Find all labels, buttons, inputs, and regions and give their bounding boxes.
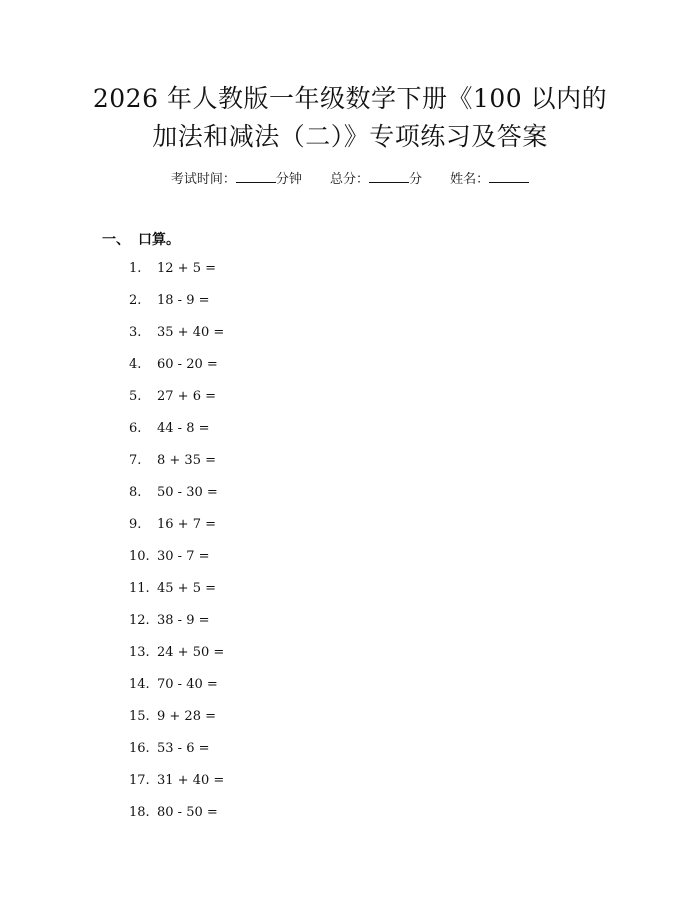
problem-index: 13. (129, 645, 150, 660)
student-name-field (450, 169, 529, 190)
problem-item (129, 640, 224, 672)
problem-index: 8. (129, 485, 142, 500)
problem-expression: 35 + 40 = (157, 325, 225, 340)
problem-item (129, 608, 224, 640)
problem-item (129, 448, 224, 480)
total-score-unit: 分 (409, 172, 423, 187)
problem-expression: 53 - 6 = (157, 741, 210, 756)
problem-item (129, 672, 224, 704)
problem-index: 18. (129, 805, 150, 820)
problem-index: 15. (129, 709, 150, 724)
section-number: 一、 (102, 232, 130, 248)
problem-item (129, 512, 224, 544)
problem-item (129, 288, 224, 320)
problem-expression: 60 - 20 = (157, 357, 218, 372)
problem-index: 3. (129, 325, 142, 340)
problem-item (129, 320, 224, 352)
problem-expression: 70 - 40 = (157, 677, 218, 692)
problem-index: 9. (129, 517, 142, 532)
problem-item (129, 480, 224, 512)
problem-index: 16. (129, 741, 150, 756)
problem-index: 6. (129, 421, 142, 436)
exam-info-bar (0, 169, 700, 190)
problem-item (129, 704, 224, 736)
problem-item (129, 736, 224, 768)
section-title: 口算。 (138, 232, 180, 248)
problem-expression: 12 + 5 = (157, 261, 216, 276)
exam-time-label: 考试时间： (170, 172, 236, 187)
problem-index: 2. (129, 293, 142, 308)
problem-expression: 16 + 7 = (157, 517, 216, 532)
problem-expression: 44 - 8 = (157, 421, 210, 436)
problem-item (129, 800, 224, 832)
problem-expression: 27 + 6 = (157, 389, 216, 404)
problem-expression: 18 - 9 = (157, 293, 210, 308)
problem-item (129, 544, 224, 576)
problem-expression: 9 + 28 = (157, 709, 216, 724)
problem-index: 7. (129, 453, 142, 468)
problem-item (129, 576, 224, 608)
problem-index: 1. (129, 261, 142, 276)
problem-expression: 80 - 50 = (157, 805, 218, 820)
problem-item (129, 416, 224, 448)
total-score-blank (369, 169, 409, 183)
problem-expression: 38 - 9 = (157, 613, 210, 628)
exam-time-field (171, 169, 302, 190)
student-name-blank (489, 169, 529, 183)
problem-expression: 45 + 5 = (157, 581, 216, 596)
problem-expression: 24 + 50 = (157, 645, 225, 660)
exam-time-blank (236, 169, 276, 183)
problem-index: 4. (129, 357, 142, 372)
total-score-label: 总分： (329, 172, 369, 187)
problem-index: 17. (129, 773, 150, 788)
total-score-field (330, 169, 422, 190)
problem-item (129, 768, 224, 800)
problem-expression: 31 + 40 = (157, 773, 225, 788)
student-name-label: 姓名： (450, 172, 490, 187)
page-title (40, 80, 660, 156)
problem-index: 10. (129, 549, 150, 564)
problem-expression: 8 + 35 = (157, 453, 216, 468)
problem-index: 14. (129, 677, 150, 692)
problem-index: 11. (129, 581, 150, 596)
problem-item (129, 256, 224, 288)
problem-list (129, 256, 224, 832)
problem-index: 5. (129, 389, 142, 404)
problem-item (129, 352, 224, 384)
exam-time-unit: 分钟 (275, 172, 302, 187)
problem-item (129, 384, 224, 416)
problem-expression: 30 - 7 = (157, 549, 210, 564)
title-line-1: 2026 年人教版一年级数学下册《100 以内的 (92, 84, 608, 113)
section-heading (102, 229, 180, 249)
problem-expression: 50 - 30 = (157, 485, 218, 500)
title-line-2: 加法和减法（二）》专项练习及答案 (152, 122, 548, 151)
problem-index: 12. (129, 613, 150, 628)
